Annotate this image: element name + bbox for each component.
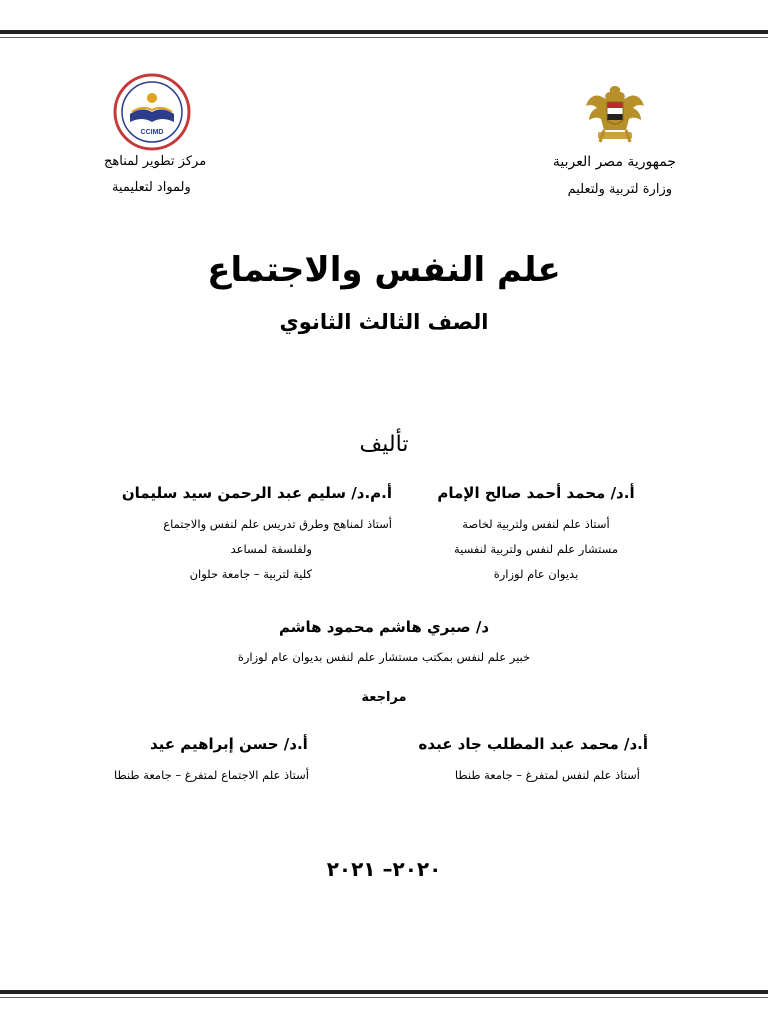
ccimd-logo-icon xyxy=(112,72,192,152)
author-2-title-line: أستاذ لمناهج وطرق تدريس علم لنفس والاجتماع xyxy=(163,517,392,531)
author-1-title-line: بديوان عام لوزارة xyxy=(493,567,579,581)
egypt-eagle-emblem-icon xyxy=(580,80,650,150)
bottom-border-rule xyxy=(0,990,768,994)
reviewer-2-name: أ.د/ حسن إبراهيم عيد xyxy=(150,735,308,753)
reviewer-2-title-line: أستاذ علم الاجتماع لمتفرغ – جامعة طنطا xyxy=(114,768,309,782)
author-1-title-line: أستاذ علم لنفس ولتربية لخاصة xyxy=(462,517,610,531)
author-3-name: د/ صبري هاشم محمود هاشم xyxy=(278,618,490,636)
author-3-title-line: خبير علم لنفس بمكتب مستشار علم لنفس بديوان عام لوزارة xyxy=(237,650,531,664)
author-1-name: أ.د/ محمد أحمد صالح الإمام xyxy=(437,484,635,502)
reviewer-1-name: أ.د/ محمد عبد المطلب جاد عبده xyxy=(418,735,648,753)
header-center-name-line2: ولمواد لتعليمية xyxy=(112,180,191,195)
author-2-title-line: ولفلسفة لمساعد xyxy=(230,542,312,556)
header-ministry-name: وزارة لتربية ولتعليم xyxy=(567,182,672,197)
author-2-title-line: كلية لتربية – جامعة حلوان xyxy=(189,567,312,581)
ccimd-logo-text: CCIMD xyxy=(140,129,164,136)
author-1-title-line: مستشار علم لنفس ولتربية لنفسية xyxy=(454,542,618,556)
book-title: علم النفس والاجتماع xyxy=(207,250,561,290)
header-center-name-line1: مركز تطوير لمناهج xyxy=(104,154,207,169)
author-2-name: أ.م.د/ سليم عبد الرحمن سيد سليمان xyxy=(121,484,392,502)
book-subtitle: الصف الثالث الثانوي xyxy=(279,310,489,334)
authorship-heading: تأليف xyxy=(359,432,409,457)
top-border-rule xyxy=(0,30,768,34)
reviewer-1-title-line: أستاذ علم لنفس لمتفرغ – جامعة طنطا xyxy=(454,768,640,782)
academic-year: ٢٠٢٠– ٢٠٢١ xyxy=(326,857,442,881)
review-heading: مراجعة xyxy=(361,690,407,705)
header-republic-name: جمهورية مصر العربية xyxy=(552,154,676,170)
